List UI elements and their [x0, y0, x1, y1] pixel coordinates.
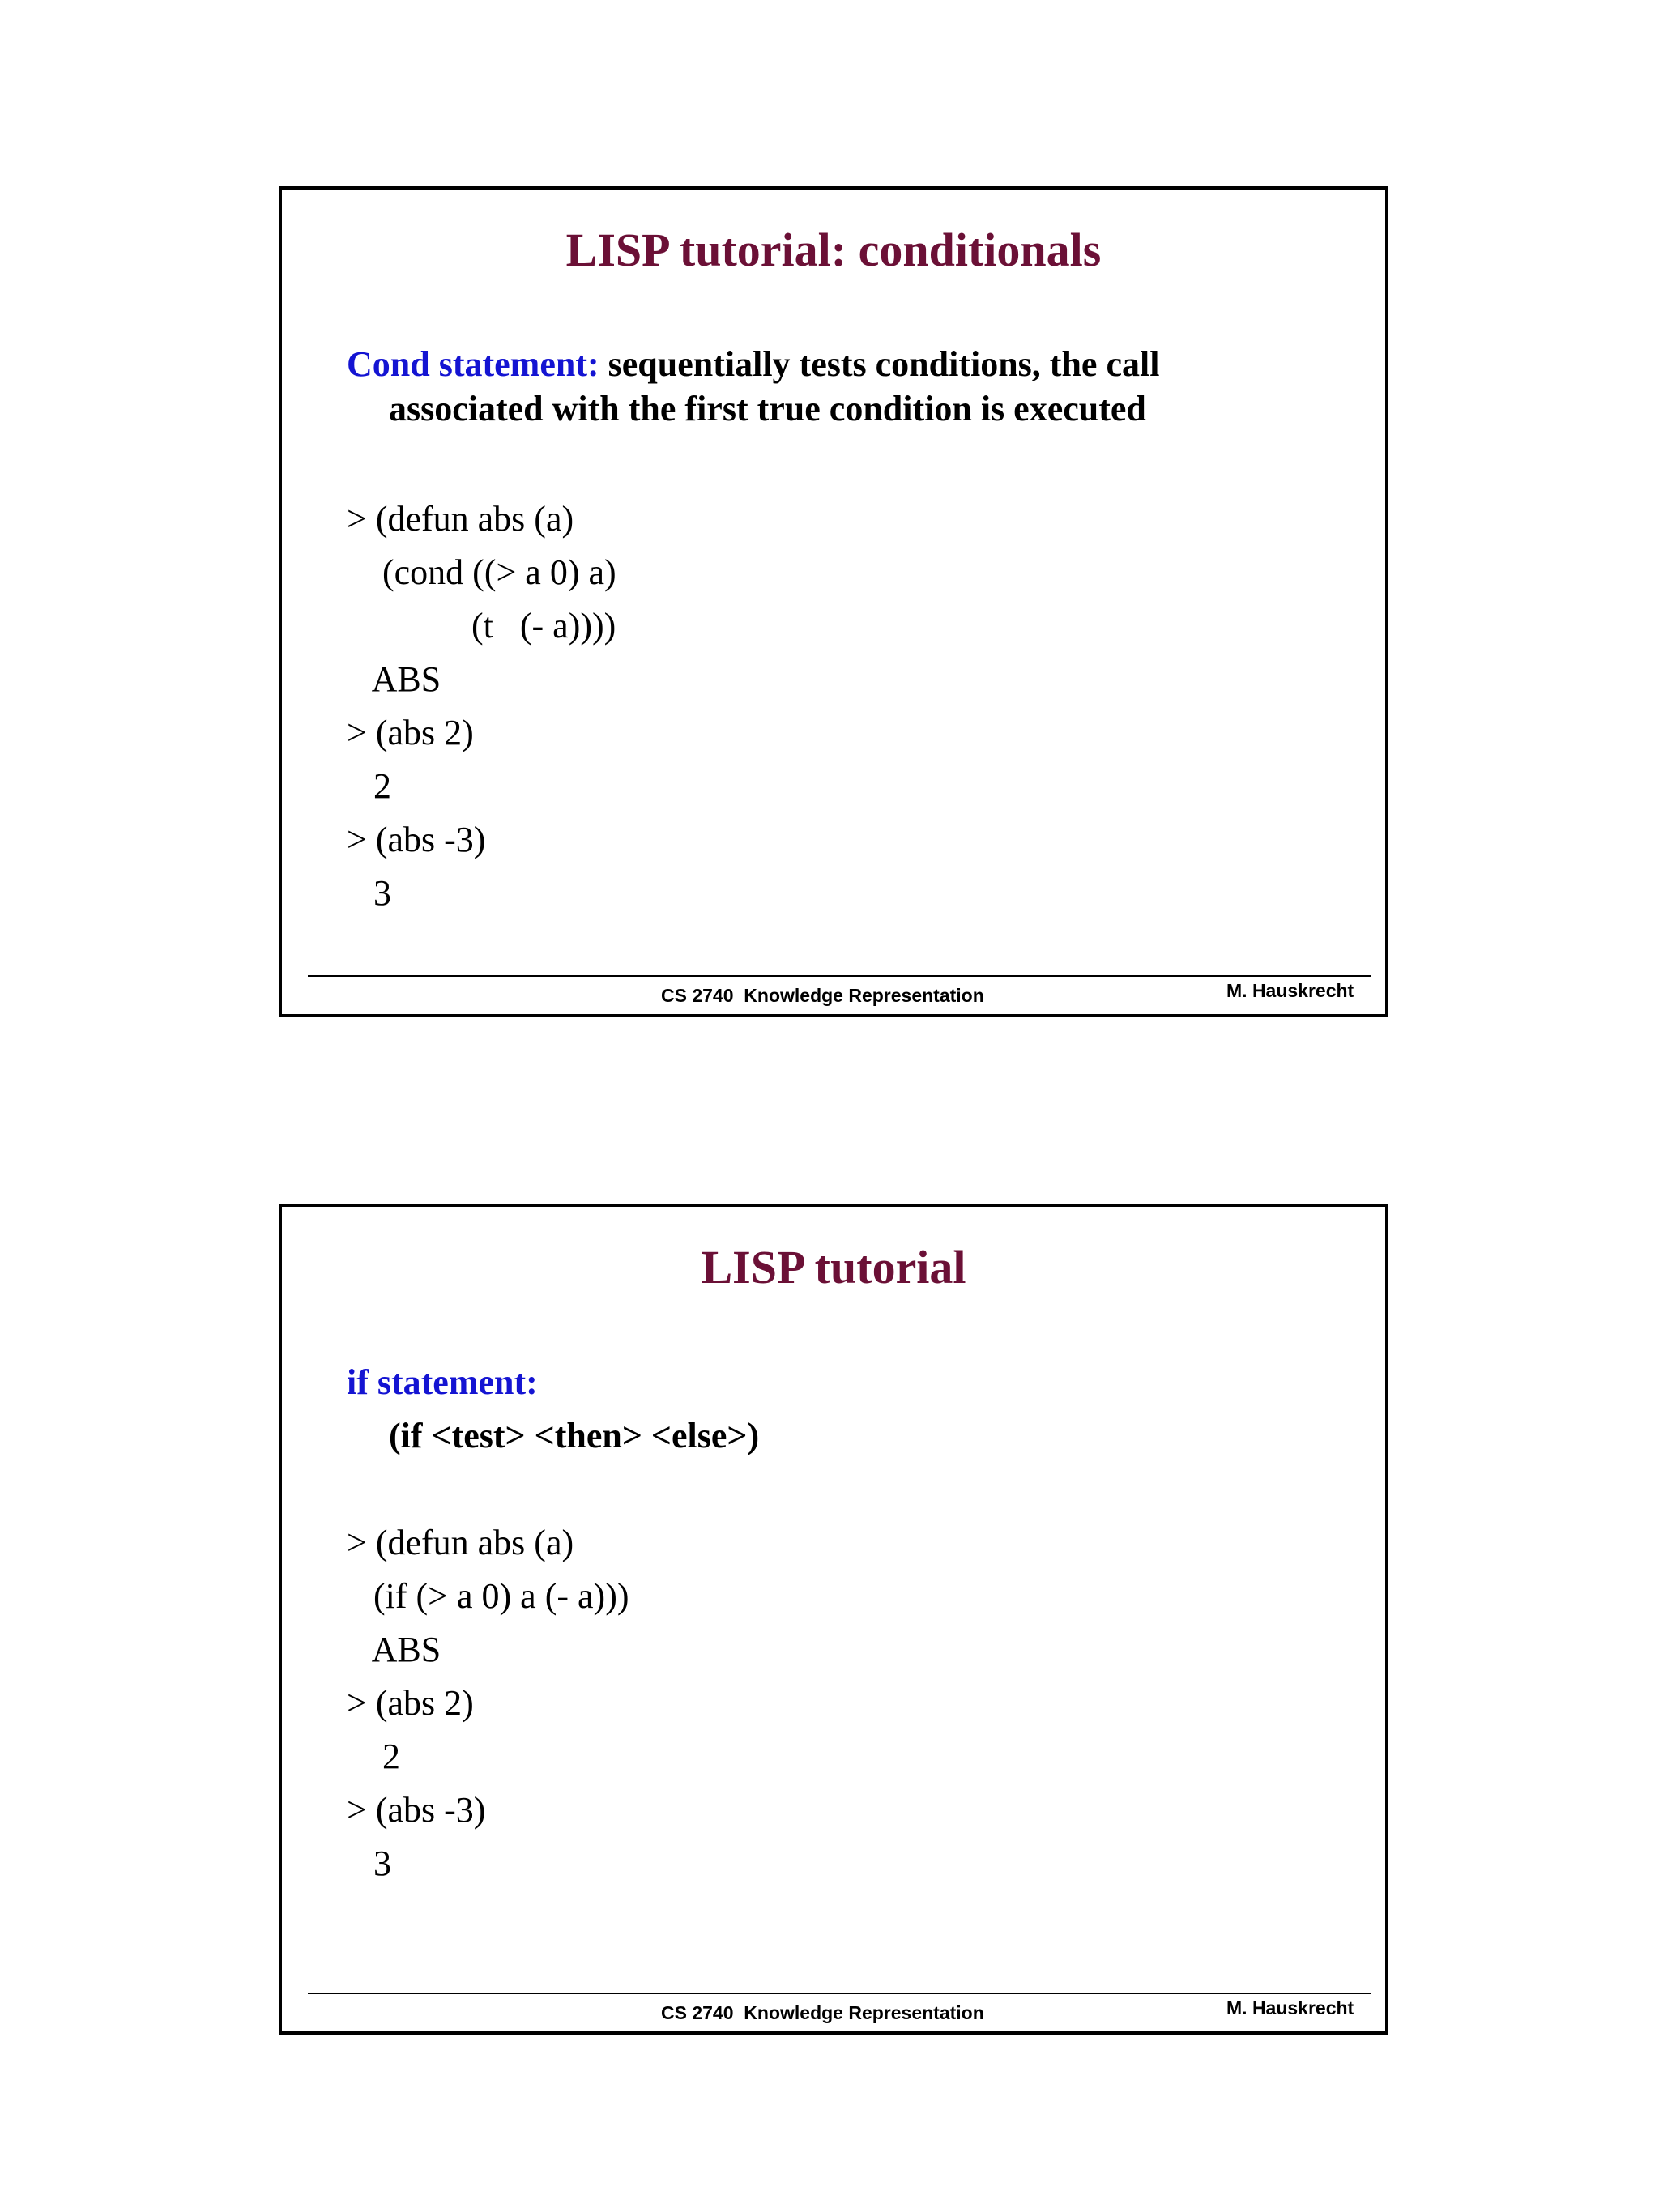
intro-line-2: associated with the first true condition is executed	[389, 389, 1146, 428]
intro-text	[347, 1356, 759, 1463]
intro-keyword: Cond statement:	[347, 344, 599, 384]
intro-text	[347, 342, 1159, 431]
footer-author: M. Hauskrecht	[1226, 1997, 1354, 2018]
footer-author: M. Hauskrecht	[1226, 980, 1354, 1001]
code-line: > (defun abs (a)	[347, 1523, 574, 1562]
slide-if-statement	[279, 1204, 1388, 2035]
intro-keyword: if statement:	[347, 1362, 538, 1402]
footer-divider	[308, 1993, 1371, 1994]
footer-course: CS 2740 Knowledge Representation	[661, 985, 984, 1006]
slide-title: LISP tutorial	[701, 1241, 966, 1294]
code-line: (t (- a))))	[347, 606, 616, 646]
code-line: ABS	[347, 659, 441, 699]
code-line: > (defun abs (a)	[347, 499, 574, 539]
intro-rest: sequentially tests conditions, the call	[599, 344, 1160, 384]
code-line: 2	[347, 1737, 400, 1776]
code-line: > (abs -3)	[347, 820, 486, 859]
code-line: > (abs -3)	[347, 1790, 486, 1830]
slide-title: LISP tutorial: conditionals	[565, 224, 1102, 276]
code-line: 3	[347, 873, 391, 913]
intro-line-2: (if <test> <then> <else>)	[389, 1416, 760, 1455]
code-line: 3	[347, 1843, 391, 1883]
code-line: > (abs 2)	[347, 1683, 474, 1723]
slide-conditionals	[279, 186, 1388, 1017]
code-block	[347, 1516, 629, 1890]
code-block	[347, 492, 616, 920]
code-line: (cond ((> a 0) a)	[347, 552, 616, 592]
code-line: > (abs 2)	[347, 713, 474, 752]
code-line: 2	[347, 766, 391, 806]
code-line: ABS	[347, 1630, 441, 1669]
footer-course: CS 2740 Knowledge Representation	[661, 2002, 984, 2023]
footer-divider	[308, 975, 1371, 977]
code-line: (if (> a 0) a (- a)))	[347, 1576, 629, 1616]
